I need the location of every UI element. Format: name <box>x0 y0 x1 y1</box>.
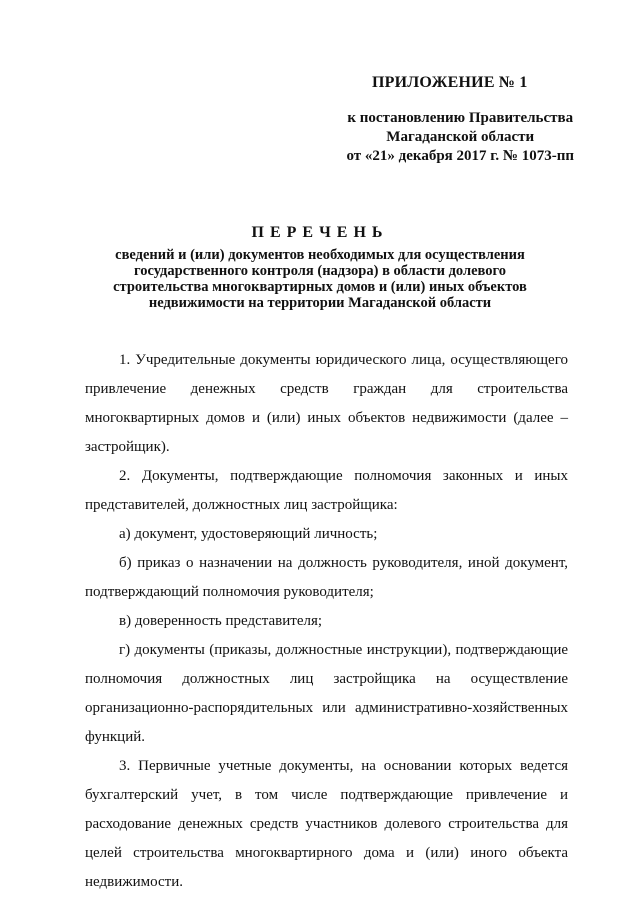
subheading-line: государственного контроля (надзора) в области долевого <box>133 263 507 279</box>
body-paragraph: 3. Первичные учетные документы, на основании которых ведется бухгалтерский учет, в том числе подтверждающие привлечение и расходование денежных средств участников долевого строительства для целей строительства многоквартирного дома и (или) иного объекта недвижимости. <box>85 758 568 890</box>
appendix-ref-line: Магаданской области <box>386 129 535 145</box>
appendix-ref-line: к постановлению Правительства <box>347 110 574 126</box>
document-heading: ПЕРЕЧЕНЬ <box>251 224 389 241</box>
appendix-ref-line: от «21» декабря 2017 г. № 1073-пп <box>346 148 574 164</box>
body-paragraph: б) приказ о назначении на должность руководителя, иной документ, подтверждающий полномочия руководителя; <box>85 555 568 600</box>
body-paragraph: а) документ, удостоверяющий личность; <box>119 526 378 542</box>
body-paragraph: 2. Документы, подтверждающие полномочия законных и иных представителей, должностных лиц застройщика: <box>85 468 568 513</box>
body-paragraph: г) документы (приказы, должностные инструкции), подтверждающие полномочия должностных лиц застройщика на осуществление организационно-распорядительных или административно-хозяйственных функций. <box>85 642 568 745</box>
body-paragraph: 1. Учредительные документы юридического лица, осуществляющего привлечение денежных средств граждан для строительства многоквартирных домов и (или) иных объектов недвижимости (далее – застройщик). <box>85 352 568 455</box>
subheading-line: строительства многоквартирных домов и (или) иных объектов <box>113 279 527 295</box>
appendix-title: ПРИЛОЖЕНИЕ № 1 <box>372 74 528 91</box>
body-paragraph: в) доверенность представителя; <box>119 613 323 629</box>
subheading-line: сведений и (или) документов необходимых для осуществления <box>115 247 525 263</box>
appendix-reference <box>346 109 574 166</box>
subheading-line: недвижимости на территории Магаданской области <box>148 295 492 311</box>
document-subheading <box>90 247 550 311</box>
document-body <box>85 346 568 897</box>
